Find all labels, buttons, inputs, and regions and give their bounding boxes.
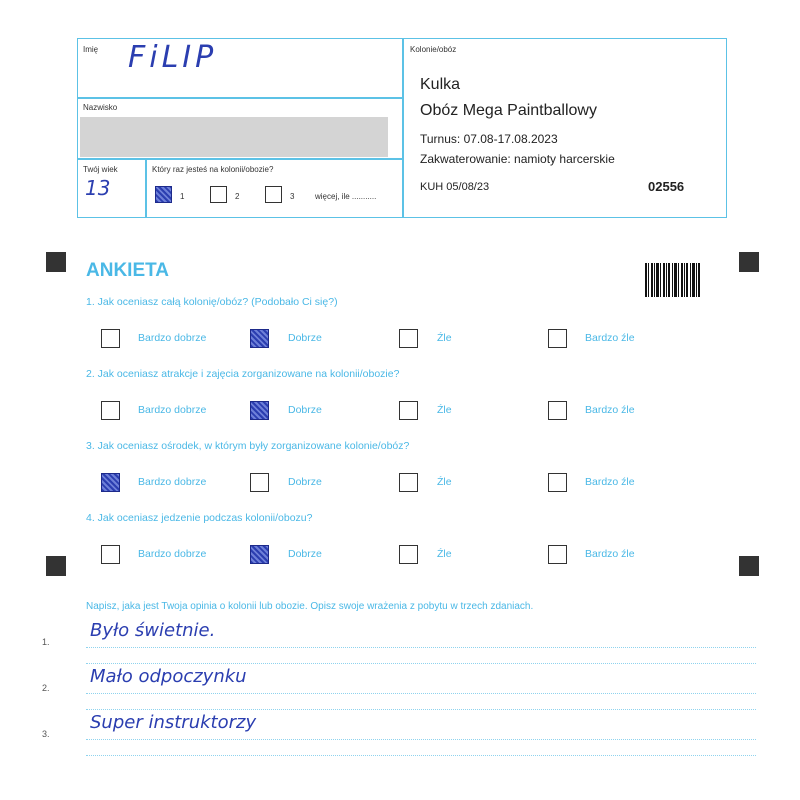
nazwisko-redacted-field (80, 117, 388, 157)
wiecej-label: więcej, ile ........... (315, 192, 377, 201)
question-1-option-4-checkbox[interactable] (548, 329, 567, 348)
ktory-label: Który raz jesteś na kolonii/obozie? (152, 165, 274, 174)
question-3-option-2-label: Dobrze (288, 476, 322, 488)
registration-marker-top-right (739, 252, 759, 272)
survey-title: ANKIETA (86, 260, 170, 281)
question-1-option-2-checkbox[interactable] (250, 329, 269, 348)
opinion-line-2-dotted-lower (86, 709, 756, 710)
question-2-option-4-label: Bardzo źle (585, 404, 635, 416)
question-1-text: 1. Jak oceniasz całą kolonię/obóz? (Podobało Ci się?) (86, 296, 338, 308)
imie-label: Imię (83, 45, 99, 54)
header-divider-age (145, 158, 147, 218)
question-1-option-2-label: Dobrze (288, 332, 322, 344)
question-3-text: 3. Jak oceniasz ośrodek, w którym były zorganizowane kolonie/obóz? (86, 440, 410, 452)
opinion-line-2-dotted (86, 693, 756, 694)
camp-zakwaterowanie: Zakwaterowanie: namioty harcerskie (420, 152, 615, 166)
question-2-text: 2. Jak oceniasz atrakcje i zajęcia zorganizowane na kolonii/obozie? (86, 368, 400, 380)
ktory-option-2-checkbox[interactable] (210, 186, 227, 203)
question-3-option-3-checkbox[interactable] (399, 473, 418, 492)
question-2-option-4-checkbox[interactable] (548, 401, 567, 420)
question-3-option-1-label: Bardzo dobrze (138, 476, 207, 488)
opinion-line-1-number: 1. (42, 637, 50, 647)
nazwisko-label: Nazwisko (83, 103, 118, 112)
header-divider-row2 (77, 158, 402, 160)
ktory-option-1-checkbox[interactable] (155, 186, 172, 203)
question-4-option-1-label: Bardzo dobrze (138, 548, 207, 560)
question-2-option-1-label: Bardzo dobrze (138, 404, 207, 416)
question-4-option-2-checkbox[interactable] (250, 545, 269, 564)
question-3-option-4-label: Bardzo źle (585, 476, 635, 488)
camp-turnus: Turnus: 07.08-17.08.2023 (420, 132, 558, 146)
question-3-option-1-checkbox[interactable] (101, 473, 120, 492)
question-2-option-2-label: Dobrze (288, 404, 322, 416)
barcode-icon (645, 263, 700, 297)
imie-value[interactable]: FiLIP (128, 40, 218, 75)
opinion-line-3-dotted (86, 739, 756, 740)
opinion-line-2-text[interactable]: Mało odpoczynku (90, 666, 247, 687)
question-2-option-3-label: Źle (437, 404, 452, 416)
question-1-option-3-label: Źle (437, 332, 452, 344)
question-1-option-1-label: Bardzo dobrze (138, 332, 207, 344)
question-3-option-2-checkbox[interactable] (250, 473, 269, 492)
opinion-line-3-text[interactable]: Super instruktorzy (90, 712, 257, 733)
question-2-option-1-checkbox[interactable] (101, 401, 120, 420)
wiek-value[interactable]: 13 (85, 176, 111, 200)
opinion-line-3-dotted-lower (86, 755, 756, 756)
ktory-option-1-label: 1 (180, 192, 185, 201)
registration-marker-mid-left (46, 556, 66, 576)
question-1-option-1-checkbox[interactable] (101, 329, 120, 348)
question-1-option-3-checkbox[interactable] (399, 329, 418, 348)
question-2-option-2-checkbox[interactable] (250, 401, 269, 420)
question-4-option-1-checkbox[interactable] (101, 545, 120, 564)
header-divider-vertical (402, 38, 404, 218)
opinion-line-3-number: 3. (42, 729, 50, 739)
question-4-option-4-label: Bardzo źle (585, 548, 635, 560)
opinion-prompt: Napisz, jaka jest Twoja opinia o kolonii lub obozie. Opisz swoje wrażenia z pobytu w trzech zdaniach. (86, 601, 534, 612)
question-4-option-2-label: Dobrze (288, 548, 322, 560)
ktory-option-3-checkbox[interactable] (265, 186, 282, 203)
kolonie-label: Kolonie/obóz (410, 45, 457, 54)
camp-title: Obóz Mega Paintballowy (420, 102, 597, 119)
opinion-line-1-text[interactable]: Było świetnie. (90, 620, 216, 641)
question-4-option-3-label: Źle (437, 548, 452, 560)
opinion-line-1-dotted (86, 647, 756, 648)
question-4-option-3-checkbox[interactable] (399, 545, 418, 564)
wiek-label: Twój wiek (83, 165, 118, 174)
question-1-option-4-label: Bardzo źle (585, 332, 635, 344)
header-divider-row1 (77, 97, 402, 99)
camp-number: 02556 (648, 179, 685, 194)
question-2-option-3-checkbox[interactable] (399, 401, 418, 420)
registration-marker-mid-right (739, 556, 759, 576)
question-3-option-3-label: Źle (437, 476, 452, 488)
question-4-option-4-checkbox[interactable] (548, 545, 567, 564)
question-3-option-4-checkbox[interactable] (548, 473, 567, 492)
ktory-option-2-label: 2 (235, 192, 240, 201)
question-4-text: 4. Jak oceniasz jedzenie podczas kolonii/obozu? (86, 512, 313, 524)
registration-marker-top-left (46, 252, 66, 272)
opinion-line-1-dotted-lower (86, 663, 756, 664)
camp-code: KUH 05/08/23 (420, 181, 490, 193)
opinion-line-2-number: 2. (42, 683, 50, 693)
camp-name: Kulka (420, 76, 461, 93)
ktory-option-3-label: 3 (290, 192, 295, 201)
